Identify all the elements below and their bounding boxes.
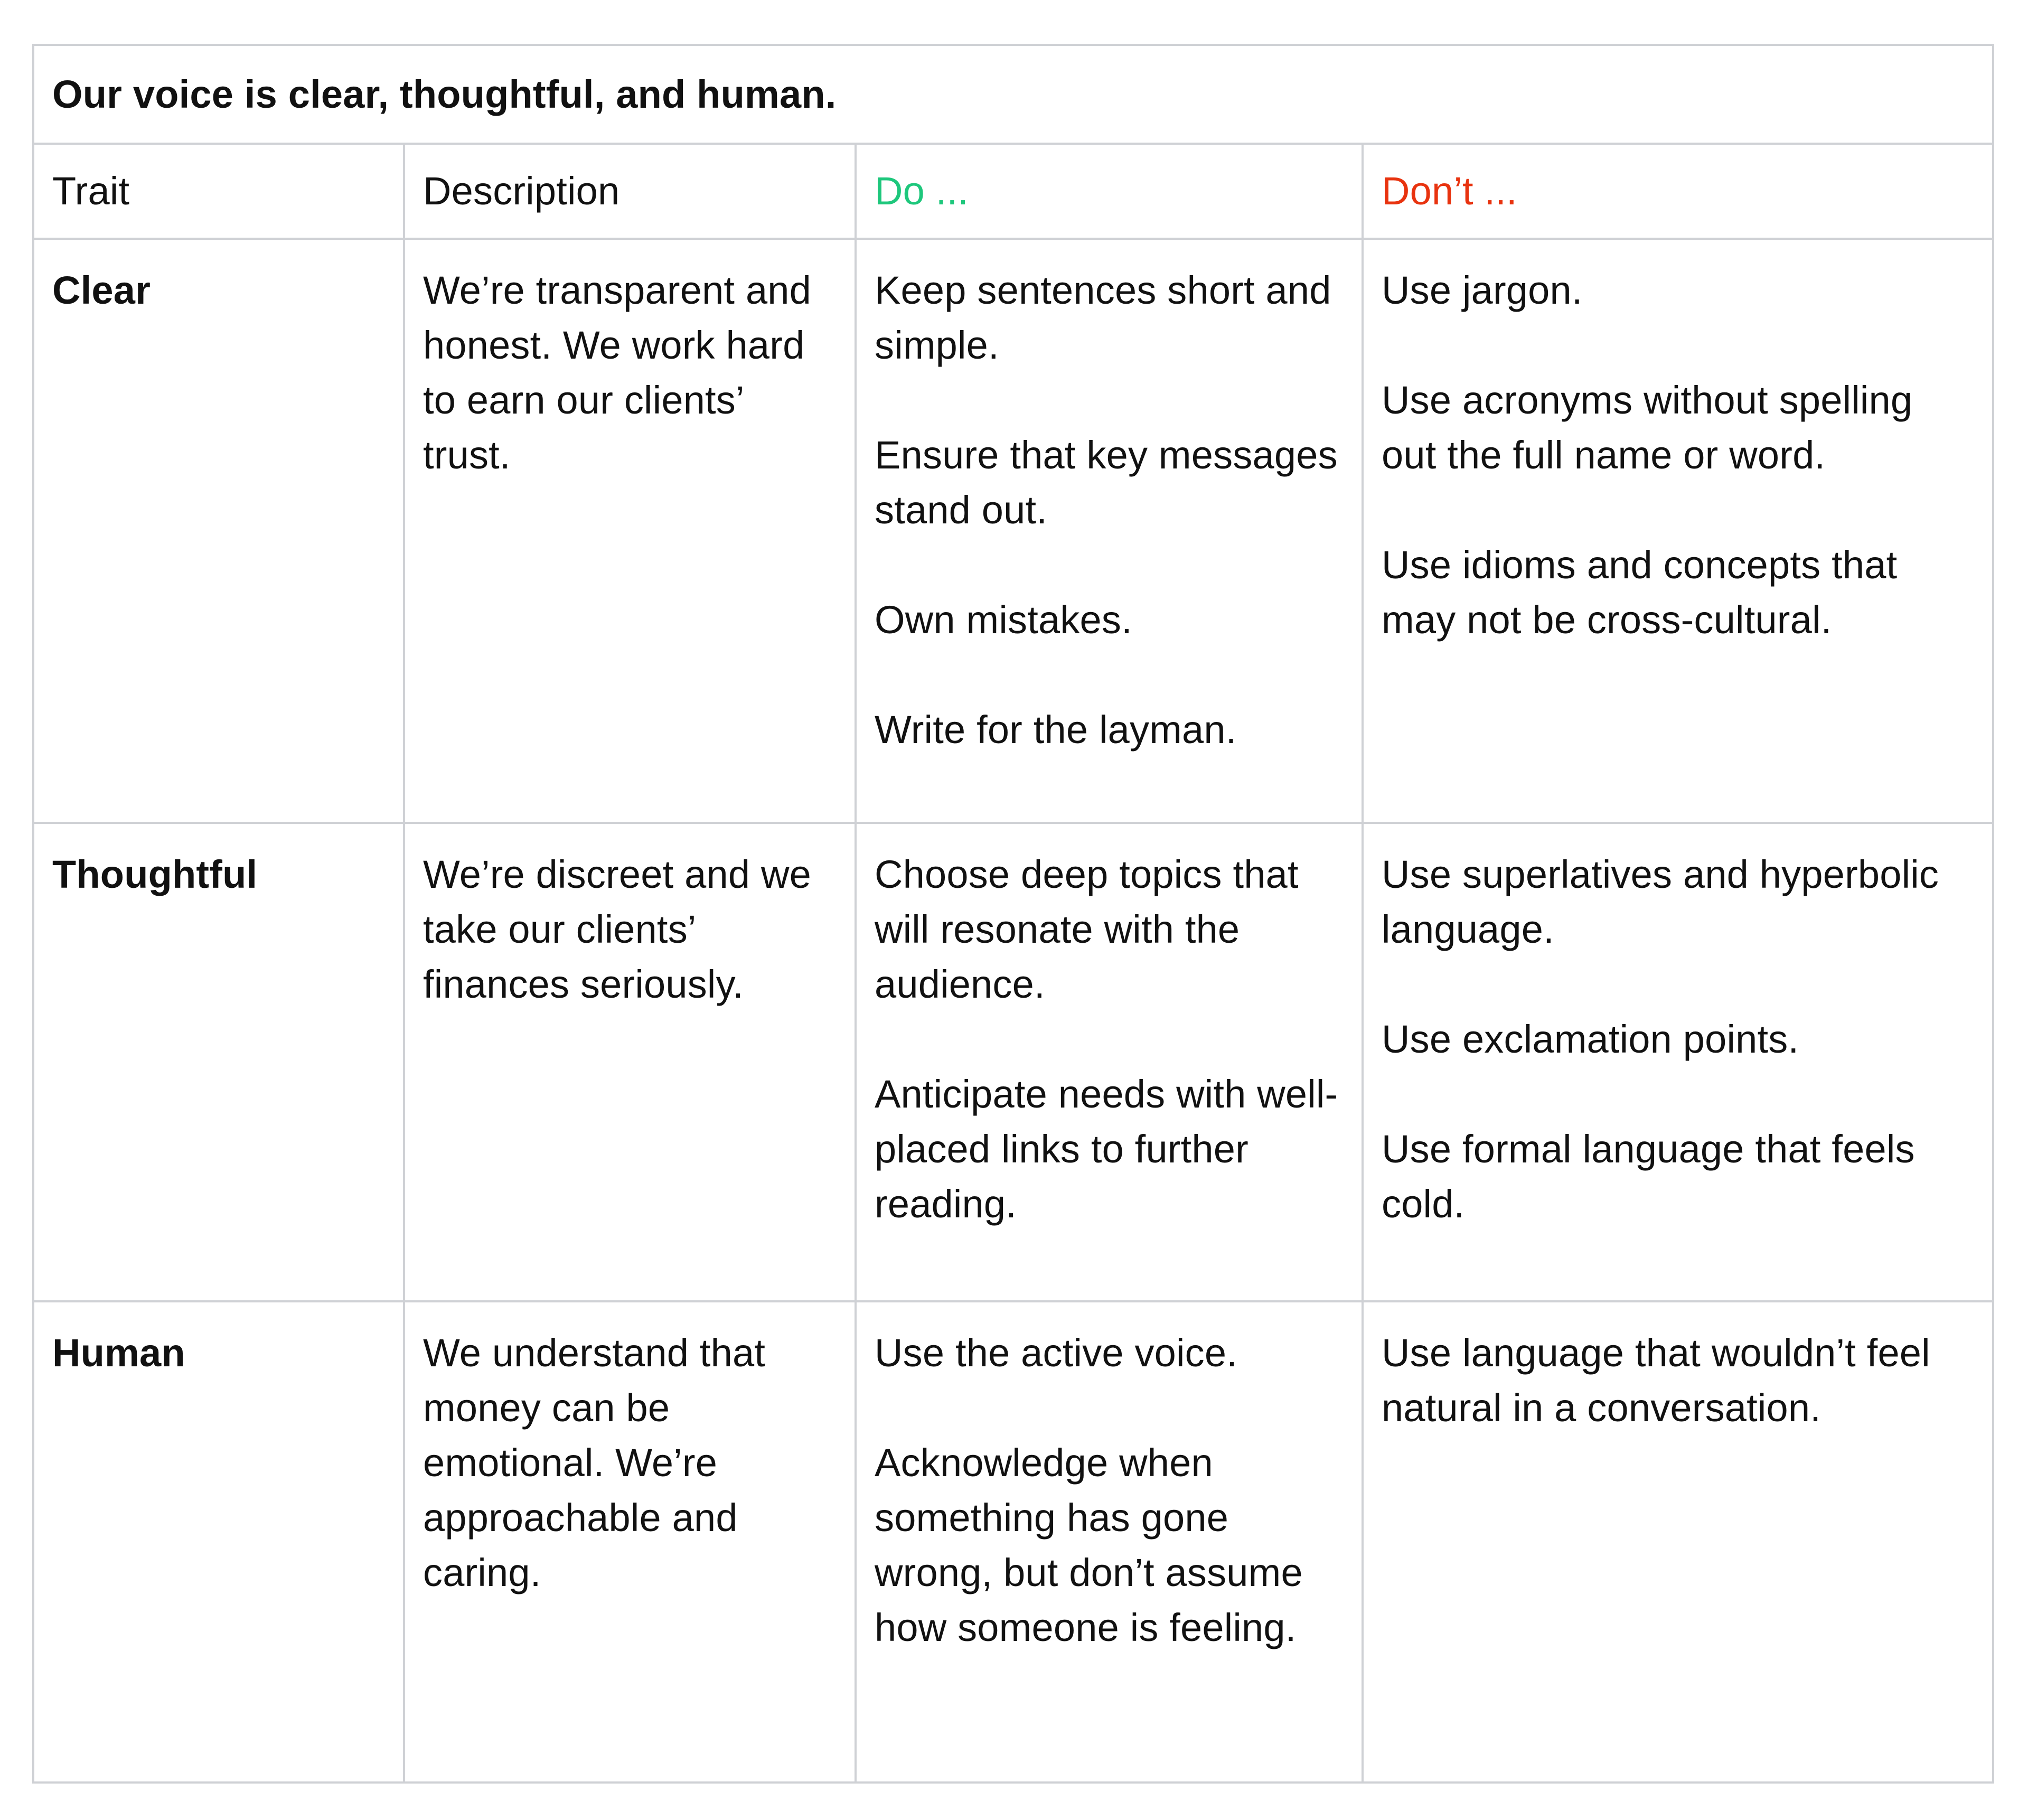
trait-description: We understand that money can be emotional. We’re approachable and caring. <box>404 1301 856 1783</box>
dont-list <box>1363 239 1993 823</box>
do-item: Anticipate needs with well-placed links to further reading. <box>875 1072 1338 1226</box>
do-item: Keep sentences short and simple. <box>875 268 1331 367</box>
do-list <box>856 823 1363 1301</box>
do-item: Own mistakes. <box>875 598 1132 642</box>
dont-list <box>1363 1301 1993 1783</box>
header-do: Do ... <box>856 144 1363 239</box>
do-item: Acknowledge when something has gone wrong, but don’t assume how someone is feeling. <box>875 1441 1303 1649</box>
do-item: Use the active voice. <box>875 1331 1237 1375</box>
dont-item: Use superlatives and hyperbolic language. <box>1382 852 1939 951</box>
do-item: Write for the layman. <box>875 708 1237 752</box>
trait-description: We’re discreet and we take our clients’ finances seriously. <box>404 823 856 1301</box>
do-list <box>856 1301 1363 1783</box>
trait-name: Human <box>33 1301 404 1783</box>
dont-list <box>1363 823 1993 1301</box>
voice-guidelines-table <box>32 44 1994 1784</box>
do-list <box>856 239 1363 823</box>
do-item: Choose deep topics that will resonate with the audience. <box>875 852 1299 1006</box>
table-title: Our voice is clear, thoughtful, and human. <box>33 45 1993 144</box>
dont-item: Use formal language that feels cold. <box>1382 1127 1915 1226</box>
dont-item: Use exclamation points. <box>1382 1017 1799 1061</box>
table-row-thoughtful <box>33 823 1993 1301</box>
dont-item: Use jargon. <box>1382 268 1583 312</box>
dont-item: Use acronyms without spelling out the full name or word. <box>1382 378 1913 477</box>
trait-name: Thoughtful <box>33 823 404 1301</box>
table-row-human <box>33 1301 1993 1783</box>
header-dont: Don’t ... <box>1363 144 1993 239</box>
dont-item: Use language that wouldn’t feel natural in a conversation. <box>1382 1331 1930 1430</box>
do-item: Ensure that key messages stand out. <box>875 433 1338 532</box>
table-row-clear <box>33 239 1993 823</box>
trait-name: Clear <box>33 239 404 823</box>
dont-item: Use idioms and concepts that may not be cross-cultural. <box>1382 543 1898 642</box>
header-trait: Trait <box>33 144 404 239</box>
header-description: Description <box>404 144 856 239</box>
table-header-row <box>33 144 1993 239</box>
table-title-row <box>33 45 1993 144</box>
trait-description: We’re transparent and honest. We work hard to earn our clients’ trust. <box>404 239 856 823</box>
